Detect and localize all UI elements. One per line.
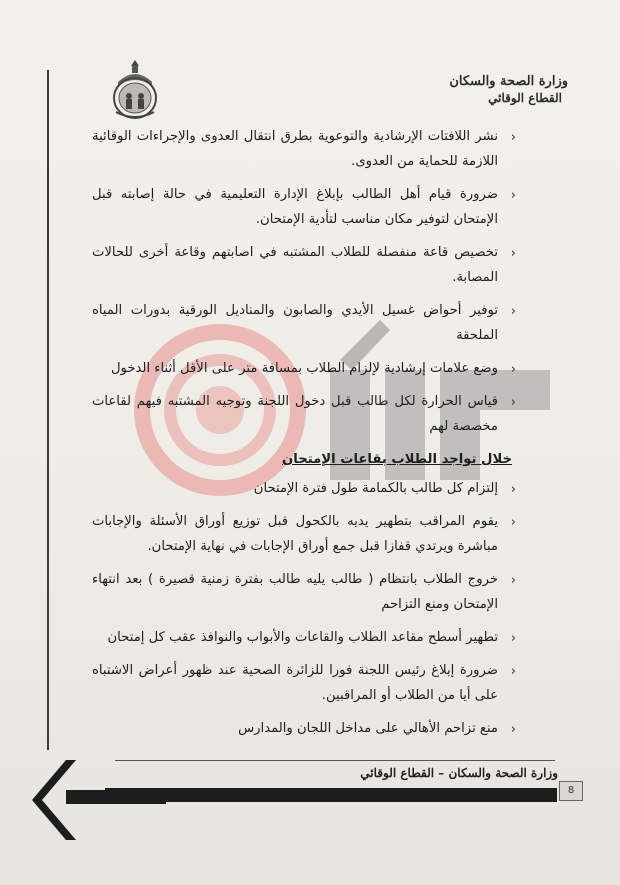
list-item	[92, 716, 516, 741]
corner-ornament	[26, 752, 166, 848]
list-item-text: يقوم المراقب بتطهير يديه بالكحول قبل توزيع أوراق الأسئلة والإجابات مباشرة ويرتدي قفازا قبل جمع أوراق الإجابات في نهاية الإمتحان.	[92, 514, 498, 554]
list-item-text: تخصيص قاعة منفصلة للطلاب المشتبه في اصابتهم وقاعة أخرى للحالات المصابة.	[92, 245, 498, 285]
list-item-text: ضرورة إبلاغ رئيس اللجنة فورا للزائرة الصحية عند ظهور أعراض الاشتباه على أيا من الطلاب أو المراقبين.	[92, 663, 498, 703]
chevron-bullet-icon: ‹	[510, 395, 516, 410]
list-item-text: قياس الحرارة لكل طالب قبل دخول اللجنة وتوجيه المشتبه فيهم لقاعات مخصصة لهم	[92, 394, 498, 434]
page-number: 8	[559, 781, 583, 801]
left-margin-rule	[47, 70, 49, 750]
list-item-text: توفير أحواض غسيل الأيدي والصابون والمناديل الورقية بدورات المياه الملحقة	[92, 303, 498, 343]
chevron-bullet-icon: ‹	[510, 664, 516, 679]
list-item-text: منع تزاحم الأهالي على مداخل اللجان والمدارس	[238, 721, 498, 736]
list-item	[92, 124, 516, 174]
document-body	[92, 124, 516, 749]
list-item	[92, 509, 516, 559]
ministry-name: وزارة الصحة والسكان	[449, 74, 568, 89]
list-item	[92, 240, 516, 290]
list-item	[92, 356, 516, 381]
list-item-text: خروج الطلاب بانتظام ( طالب يليه طالب بفترة زمنية قصيرة ) بعد انتهاء الإمتحان ومنع التزاحم	[92, 572, 498, 612]
list-item	[92, 389, 516, 439]
chevron-bullet-icon: ‹	[510, 482, 516, 497]
ministry-emblem-icon	[108, 56, 162, 124]
list-item	[92, 567, 516, 617]
list-item	[92, 658, 516, 708]
list-item-text: نشر اللافتات الإرشادية والتوعوية بطرق انتقال العدوى والإجراءات الوقائية اللازمة للحماية من العدوى.	[92, 129, 498, 169]
sector-name: القطاع الوقائي	[488, 91, 562, 105]
list-item	[92, 476, 516, 501]
chevron-bullet-icon: ‹	[510, 515, 516, 530]
chevron-bullet-icon: ‹	[510, 246, 516, 261]
chevron-bullet-icon: ‹	[510, 573, 516, 588]
list-item	[92, 182, 516, 232]
footer-bar	[105, 788, 557, 802]
chevron-bullet-icon: ‹	[510, 188, 516, 203]
chevron-bullet-icon: ‹	[510, 631, 516, 646]
chevron-bullet-icon: ‹	[510, 304, 516, 319]
chevron-bullet-icon: ‹	[510, 362, 516, 377]
list-item-text: وضع علامات إرشادية لإلزام الطلاب بمسافة متر على الأقل أثناء الدخول	[110, 361, 498, 376]
chevron-bullet-icon: ‹	[510, 722, 516, 737]
list-item-text: تطهير أسطح مقاعد الطلاب والقاعات والأبواب والنوافذ عقب كل إمتحان	[107, 630, 498, 645]
list-item-text: ضرورة قيام أهل الطالب بإبلاغ الإدارة التعليمية في حالة إصابته قبل الإمتحان لتوفير مكان مناسب لتأدية الإمتحان.	[92, 187, 498, 227]
footer-text: وزارة الصحة والسكان – القطاع الوقائي	[360, 766, 558, 780]
footer-rule	[115, 760, 555, 761]
list-item-text: إلتزام كل طالب بالكمامة طول فترة الإمتحان	[253, 481, 498, 496]
list-item	[92, 625, 516, 650]
list-item	[92, 298, 516, 348]
section-heading: خلال تواجد الطلاب بقاعات الإمتحان	[282, 452, 512, 467]
chevron-bullet-icon: ‹	[510, 130, 516, 145]
document-header	[449, 74, 568, 105]
